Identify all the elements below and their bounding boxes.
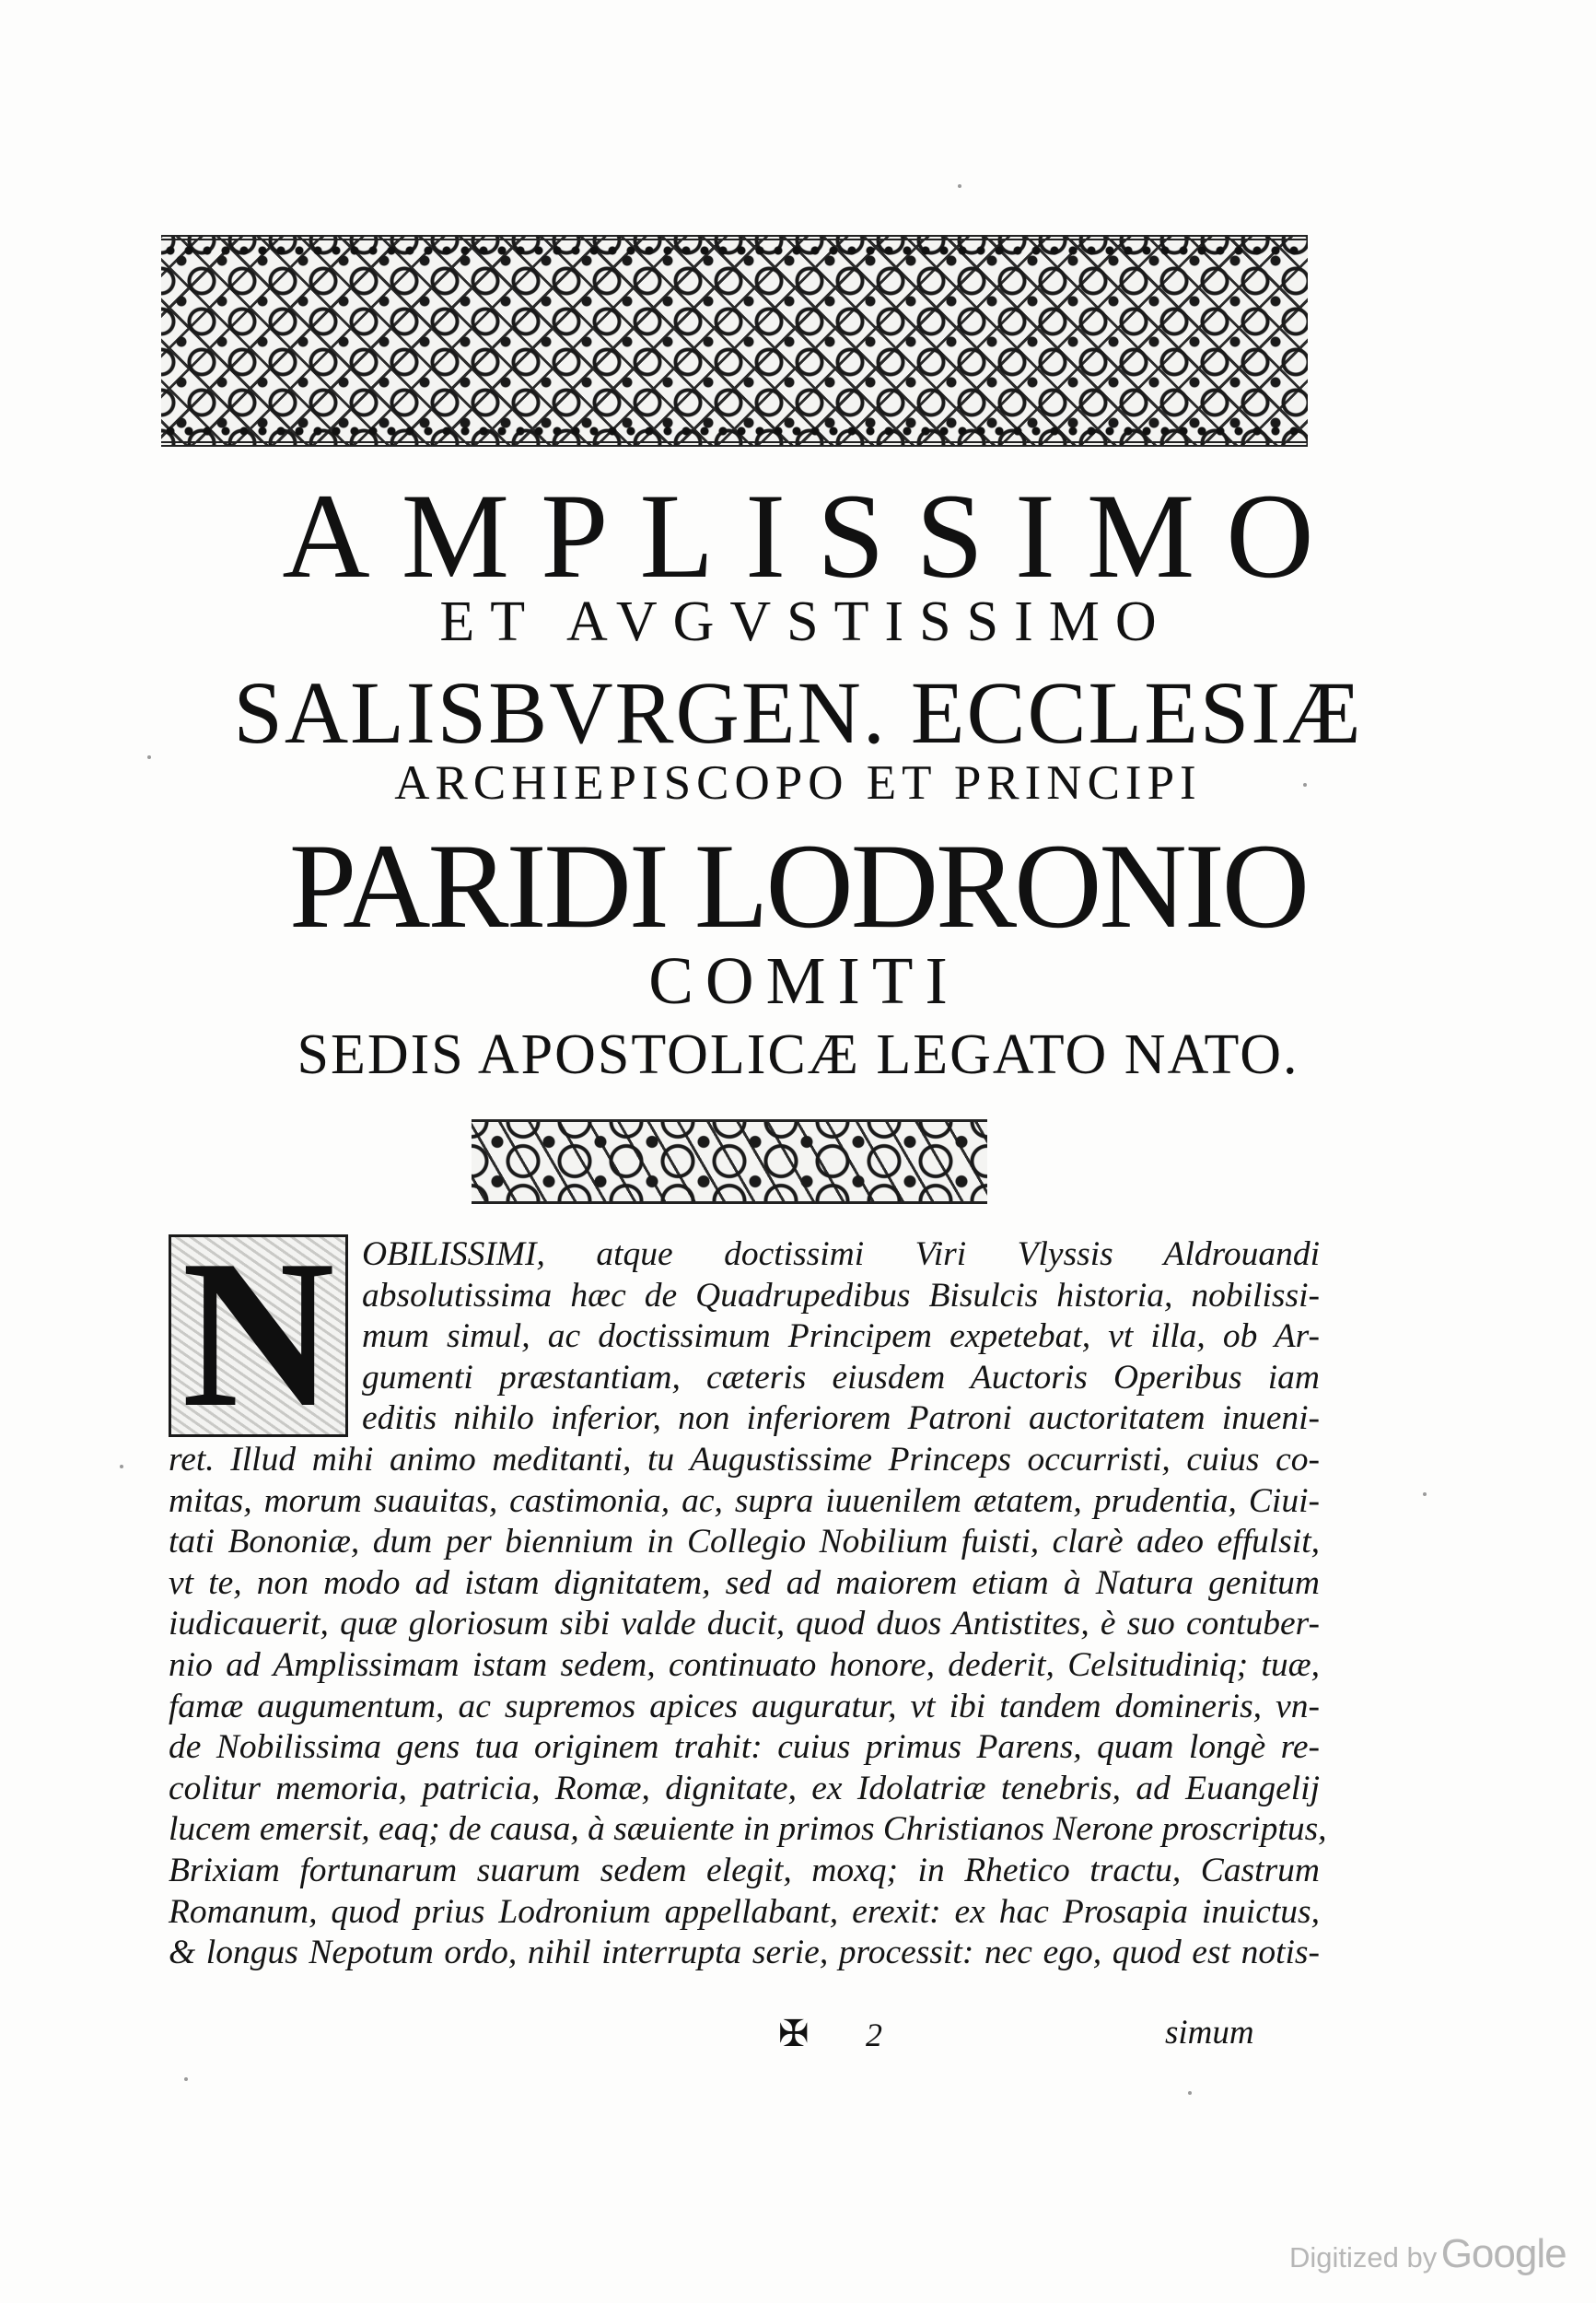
body-line: & longus Nepotum ordo, nihil interrupta serie, processit: nec ego, quod est notis- xyxy=(169,1934,1320,1972)
title-line-7: SEDIS APOSTOLICÆ LEGATO NATO. xyxy=(297,1023,1299,1086)
body-line: gumenti præstantiam, cæteris eiusdem Auctoris Operibus iam xyxy=(362,1358,1320,1397)
body-line: vt te, non modo ad istam dignitatem, sed ad maiorem etiam à Natura genitum xyxy=(169,1563,1320,1602)
paper-speck xyxy=(958,184,961,188)
watermark-brand: Google xyxy=(1440,2231,1567,2276)
cross-mark-icon: ✠ xyxy=(778,2013,810,2055)
watermark-prefix: Digitized by xyxy=(1289,2241,1438,2274)
title-line-1: AMPLISSIMO xyxy=(282,468,1346,603)
body-line: iudicauerit, quæ gloriosum sibi valde ducit, quod duos Antistites, è suo contuber- xyxy=(169,1605,1320,1643)
body-line: ret. Illud mihi animo meditanti, tu Augustissime Princeps occurristi, cuius co- xyxy=(169,1440,1320,1479)
page-number: 2 xyxy=(866,2017,882,2053)
dedication-body xyxy=(169,1234,1327,1974)
digitized-watermark xyxy=(1289,2231,1567,2277)
body-line: colitur memoria, patricia, Romæ, dignitate, ex Idolatriæ tenebris, ad Euangelij xyxy=(169,1769,1320,1807)
paper-speck xyxy=(184,2077,188,2081)
headpiece-ornament xyxy=(161,235,1308,447)
title-line-2: ET AVGVSTISSIMO xyxy=(439,590,1172,653)
body-line: tati Bononiæ, dum per biennium in Collegio Nobilium fuisti, clarè adeo effulsit, xyxy=(169,1523,1320,1561)
drop-cap-initial: N xyxy=(169,1234,348,1437)
catchword: simum xyxy=(1165,2014,1254,2052)
body-line: lucem emersit, eaq; de causa, à sæuiente in primos Christianos Nerone proscriptus, xyxy=(169,1810,1327,1849)
title-line-3: SALISBVRGEN. ECCLESIÆ xyxy=(233,663,1363,762)
body-line: mitas, morum suauitas, castimonia, ac, supra iuuenilem ætatem, prudentia, Ciui- xyxy=(169,1481,1320,1520)
paper-speck xyxy=(120,1465,123,1468)
body-line: OBILISSIMI, atque doctissimi Viri Vlyssis Aldrouandi xyxy=(362,1235,1320,1273)
title-line-5: PARIDI LODRONIO xyxy=(288,818,1308,953)
title-line-4: ARCHIEPISCOPO ET PRINCIPI xyxy=(394,756,1202,810)
body-line: editis nihilo inferior, non inferiorem Patroni auctoritatem inueni- xyxy=(362,1399,1320,1438)
body-line: de Nobilissima gens tua originem trahit: cuius primus Parens, quam longè re- xyxy=(169,1728,1320,1767)
fleuron-ornament xyxy=(472,1119,987,1204)
body-line: famæ augumentum, ac supremos apices auguratur, vt ibi tandem domineris, vn- xyxy=(169,1687,1320,1725)
paper-speck xyxy=(1423,1492,1427,1496)
paper-speck xyxy=(1188,2091,1192,2095)
body-line: absolutissima hæc de Quadrupedibus Bisulcis historia, nobilissi- xyxy=(362,1276,1320,1315)
title-line-6: COMITI xyxy=(648,943,960,1018)
body-line: Romanum, quod prius Lodronium appellabant, erexit: ex hac Prosapia inuictus, xyxy=(169,1892,1320,1931)
body-line: nio ad Amplissimam istam sedem, continuato honore, dederit, Celsitudiniq; tuæ, xyxy=(169,1645,1320,1684)
body-line: Brixiam fortunarum suarum sedem elegit, moxq; in Rhetico tractu, Castrum xyxy=(169,1851,1320,1889)
body-line: mum simul, ac doctissimum Principem expetebat, vt illa, ob Ar- xyxy=(362,1317,1320,1356)
